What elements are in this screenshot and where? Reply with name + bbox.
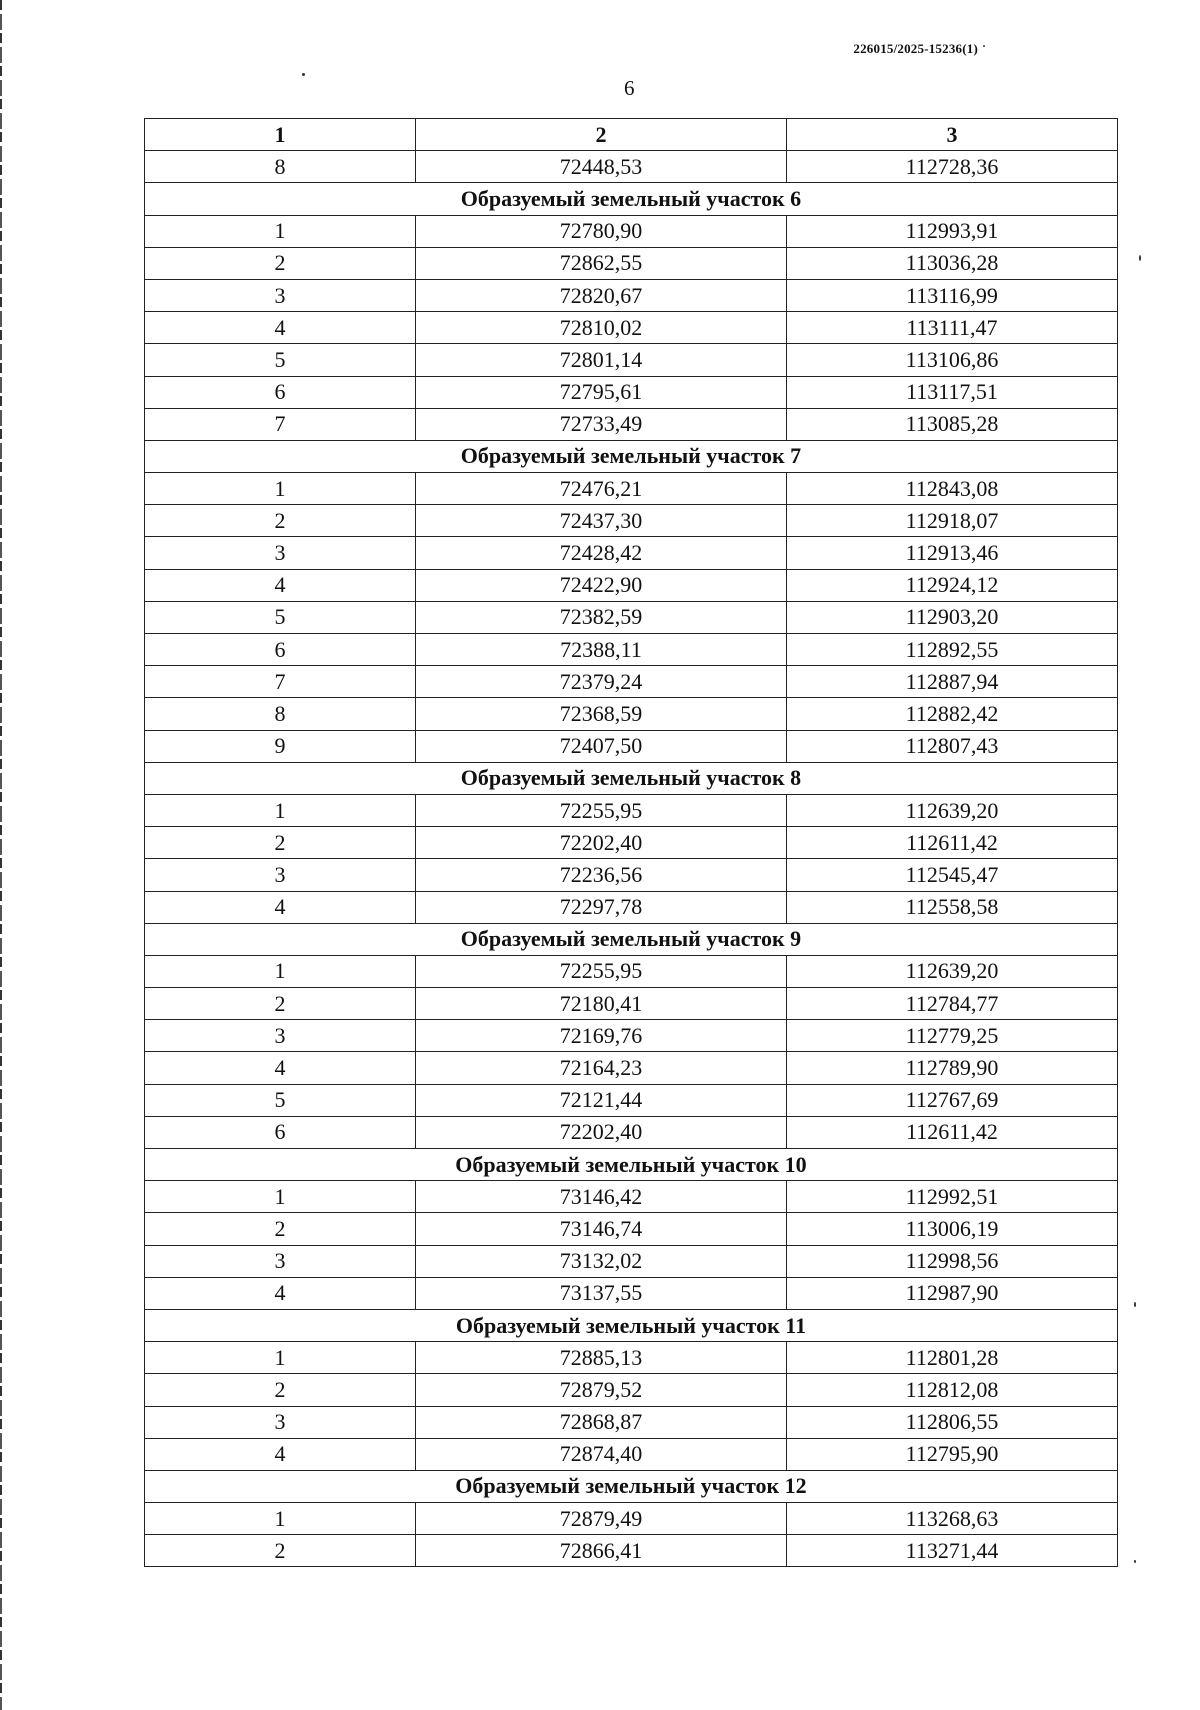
- point-number-cell: 3: [145, 279, 416, 311]
- section-title: Образуемый земельный участок 8: [145, 762, 1118, 794]
- point-number-cell: 6: [145, 634, 416, 666]
- x-coordinate-cell: 72382,59: [416, 601, 787, 633]
- column-header: 3: [787, 119, 1118, 151]
- table-row: [145, 1438, 1118, 1470]
- x-coordinate-cell: 72255,95: [416, 955, 787, 987]
- table-row: [145, 698, 1118, 730]
- scan-speck: [1139, 255, 1141, 261]
- x-coordinate-cell: 72180,41: [416, 988, 787, 1020]
- y-coordinate-cell: 112812,08: [787, 1374, 1118, 1406]
- table-row: [145, 955, 1118, 987]
- y-coordinate-cell: 112784,77: [787, 988, 1118, 1020]
- point-number-cell: 4: [145, 569, 416, 601]
- point-number-cell: 2: [145, 827, 416, 859]
- table-row: [145, 344, 1118, 376]
- x-coordinate-cell: 72236,56: [416, 859, 787, 891]
- table-row: [145, 1374, 1118, 1406]
- y-coordinate-cell: 112807,43: [787, 730, 1118, 762]
- point-number-cell: 3: [145, 859, 416, 891]
- x-coordinate-cell: 72388,11: [416, 634, 787, 666]
- column-header: 2: [416, 119, 787, 151]
- table-row: [145, 891, 1118, 923]
- table-row: [145, 1406, 1118, 1438]
- page-number: 6: [624, 76, 635, 100]
- section-title: Образуемый земельный участок 10: [145, 1149, 1118, 1181]
- point-number-cell: 6: [145, 1116, 416, 1148]
- x-coordinate-cell: 72820,67: [416, 279, 787, 311]
- y-coordinate-cell: 112611,42: [787, 1116, 1118, 1148]
- table-row: [145, 215, 1118, 247]
- table-row: [145, 1503, 1118, 1535]
- point-number-cell: 3: [145, 1020, 416, 1052]
- coordinates-table: [144, 118, 1118, 1567]
- x-coordinate-cell: 72874,40: [416, 1438, 787, 1470]
- y-coordinate-cell: 113036,28: [787, 247, 1118, 279]
- y-coordinate-cell: 112558,58: [787, 891, 1118, 923]
- point-number-cell: 4: [145, 891, 416, 923]
- table-row: [145, 1084, 1118, 1116]
- y-coordinate-cell: 112639,20: [787, 955, 1118, 987]
- section-title: Образуемый земельный участок 9: [145, 923, 1118, 955]
- point-number-cell: 1: [145, 215, 416, 247]
- point-number-cell: 2: [145, 505, 416, 537]
- y-coordinate-cell: 112801,28: [787, 1342, 1118, 1374]
- x-coordinate-cell: 72169,76: [416, 1020, 787, 1052]
- y-coordinate-cell: 112913,46: [787, 537, 1118, 569]
- y-coordinate-cell: 113006,19: [787, 1213, 1118, 1245]
- x-coordinate-cell: 72476,21: [416, 473, 787, 505]
- document-id: 226015/2025-15236(1): [853, 41, 978, 56]
- y-coordinate-cell: 112639,20: [787, 794, 1118, 826]
- point-number-cell: 3: [145, 537, 416, 569]
- point-number-cell: 1: [145, 1503, 416, 1535]
- y-coordinate-cell: 112767,69: [787, 1084, 1118, 1116]
- point-number-cell: 1: [145, 955, 416, 987]
- x-coordinate-cell: 72422,90: [416, 569, 787, 601]
- point-number-cell: 1: [145, 794, 416, 826]
- x-coordinate-cell: 73146,74: [416, 1213, 787, 1245]
- section-title: Образуемый земельный участок 6: [145, 183, 1118, 215]
- point-number-cell: 5: [145, 1084, 416, 1116]
- table-row: [145, 247, 1118, 279]
- point-number-cell: 8: [145, 698, 416, 730]
- scan-speck: [983, 45, 985, 47]
- table-row: [145, 376, 1118, 408]
- y-coordinate-cell: 112545,47: [787, 859, 1118, 891]
- x-coordinate-cell: 72202,40: [416, 827, 787, 859]
- x-coordinate-cell: 72885,13: [416, 1342, 787, 1374]
- table-row: [145, 1277, 1118, 1309]
- x-coordinate-cell: 72780,90: [416, 215, 787, 247]
- section-header-row: [145, 1470, 1118, 1502]
- y-coordinate-cell: 112779,25: [787, 1020, 1118, 1052]
- y-coordinate-cell: 113268,63: [787, 1503, 1118, 1535]
- x-coordinate-cell: 72801,14: [416, 344, 787, 376]
- section-header-row: [145, 1149, 1118, 1181]
- y-coordinate-cell: 112806,55: [787, 1406, 1118, 1438]
- point-number-cell: 9: [145, 730, 416, 762]
- point-number-cell: 1: [145, 1181, 416, 1213]
- x-coordinate-cell: 72733,49: [416, 408, 787, 440]
- scan-speck: [1134, 1302, 1136, 1307]
- y-coordinate-cell: 112795,90: [787, 1438, 1118, 1470]
- point-number-cell: 3: [145, 1406, 416, 1438]
- point-number-cell: 3: [145, 1245, 416, 1277]
- x-coordinate-cell: 72255,95: [416, 794, 787, 826]
- section-title: Образуемый земельный участок 7: [145, 440, 1118, 472]
- table-row: [145, 859, 1118, 891]
- scan-speck: [302, 73, 305, 76]
- x-coordinate-cell: 72202,40: [416, 1116, 787, 1148]
- table-row: [145, 1116, 1118, 1148]
- x-coordinate-cell: 72428,42: [416, 537, 787, 569]
- column-header: 1: [145, 119, 416, 151]
- section-title: Образуемый земельный участок 12: [145, 1470, 1118, 1502]
- y-coordinate-cell: 113116,99: [787, 279, 1118, 311]
- x-coordinate-cell: 72448,53: [416, 151, 787, 183]
- table-row: [145, 569, 1118, 601]
- point-number-cell: 2: [145, 1535, 416, 1567]
- table-body: [145, 119, 1118, 1567]
- y-coordinate-cell: 112987,90: [787, 1277, 1118, 1309]
- table-row: [145, 1020, 1118, 1052]
- y-coordinate-cell: 112998,56: [787, 1245, 1118, 1277]
- y-coordinate-cell: 112789,90: [787, 1052, 1118, 1084]
- x-coordinate-cell: 72379,24: [416, 666, 787, 698]
- y-coordinate-cell: 112611,42: [787, 827, 1118, 859]
- point-number-cell: 7: [145, 408, 416, 440]
- section-header-row: [145, 1309, 1118, 1341]
- x-coordinate-cell: 72810,02: [416, 312, 787, 344]
- y-coordinate-cell: 113271,44: [787, 1535, 1118, 1567]
- point-number-cell: 1: [145, 1342, 416, 1374]
- table-row: [145, 537, 1118, 569]
- y-coordinate-cell: 112728,36: [787, 151, 1118, 183]
- section-header-row: [145, 440, 1118, 472]
- table-row: [145, 634, 1118, 666]
- scan-edge-artifact: [0, 0, 2, 1710]
- y-coordinate-cell: 112918,07: [787, 505, 1118, 537]
- table-row: [145, 505, 1118, 537]
- point-number-cell: 2: [145, 247, 416, 279]
- x-coordinate-cell: 72368,59: [416, 698, 787, 730]
- point-number-cell: 6: [145, 376, 416, 408]
- y-coordinate-cell: 112924,12: [787, 569, 1118, 601]
- y-coordinate-cell: 112882,42: [787, 698, 1118, 730]
- x-coordinate-cell: 72868,87: [416, 1406, 787, 1438]
- point-number-cell: 4: [145, 1052, 416, 1084]
- table-row: [145, 988, 1118, 1020]
- table-row: [145, 1535, 1118, 1567]
- point-number-cell: 4: [145, 312, 416, 344]
- x-coordinate-cell: 72862,55: [416, 247, 787, 279]
- table-row: [145, 1342, 1118, 1374]
- y-coordinate-cell: 113111,47: [787, 312, 1118, 344]
- table-row: [145, 601, 1118, 633]
- section-title: Образуемый земельный участок 11: [145, 1309, 1118, 1341]
- point-number-cell: 2: [145, 1213, 416, 1245]
- section-header-row: [145, 923, 1118, 955]
- x-coordinate-cell: 73146,42: [416, 1181, 787, 1213]
- table-row: [145, 794, 1118, 826]
- y-coordinate-cell: 112892,55: [787, 634, 1118, 666]
- table-row: [145, 473, 1118, 505]
- point-number-cell: 1: [145, 473, 416, 505]
- x-coordinate-cell: 72879,49: [416, 1503, 787, 1535]
- point-number-cell: 4: [145, 1277, 416, 1309]
- x-coordinate-cell: 72866,41: [416, 1535, 787, 1567]
- point-number-cell: 5: [145, 344, 416, 376]
- x-coordinate-cell: 72121,44: [416, 1084, 787, 1116]
- point-number-cell: 5: [145, 601, 416, 633]
- table-row: [145, 1245, 1118, 1277]
- table-row: [145, 730, 1118, 762]
- x-coordinate-cell: 73132,02: [416, 1245, 787, 1277]
- table-row: [145, 279, 1118, 311]
- x-coordinate-cell: 72297,78: [416, 891, 787, 923]
- x-coordinate-cell: 72407,50: [416, 730, 787, 762]
- x-coordinate-cell: 72795,61: [416, 376, 787, 408]
- table-row: [145, 1213, 1118, 1245]
- point-number-cell: 8: [145, 151, 416, 183]
- x-coordinate-cell: 72437,30: [416, 505, 787, 537]
- x-coordinate-cell: 73137,55: [416, 1277, 787, 1309]
- table-row: [145, 312, 1118, 344]
- y-coordinate-cell: 113117,51: [787, 376, 1118, 408]
- section-header-row: [145, 183, 1118, 215]
- y-coordinate-cell: 112887,94: [787, 666, 1118, 698]
- y-coordinate-cell: 112903,20: [787, 601, 1118, 633]
- x-coordinate-cell: 72879,52: [416, 1374, 787, 1406]
- point-number-cell: 7: [145, 666, 416, 698]
- table-header-row: [145, 119, 1118, 151]
- table-row: [145, 1052, 1118, 1084]
- point-number-cell: 4: [145, 1438, 416, 1470]
- y-coordinate-cell: 113085,28: [787, 408, 1118, 440]
- table-row: [145, 408, 1118, 440]
- table-row: [145, 151, 1118, 183]
- table-row: [145, 1181, 1118, 1213]
- point-number-cell: 2: [145, 1374, 416, 1406]
- scan-speck: [1134, 1560, 1136, 1563]
- y-coordinate-cell: 112992,51: [787, 1181, 1118, 1213]
- table-row: [145, 666, 1118, 698]
- y-coordinate-cell: 112993,91: [787, 215, 1118, 247]
- y-coordinate-cell: 112843,08: [787, 473, 1118, 505]
- point-number-cell: 2: [145, 988, 416, 1020]
- table-row: [145, 827, 1118, 859]
- section-header-row: [145, 762, 1118, 794]
- x-coordinate-cell: 72164,23: [416, 1052, 787, 1084]
- y-coordinate-cell: 113106,86: [787, 344, 1118, 376]
